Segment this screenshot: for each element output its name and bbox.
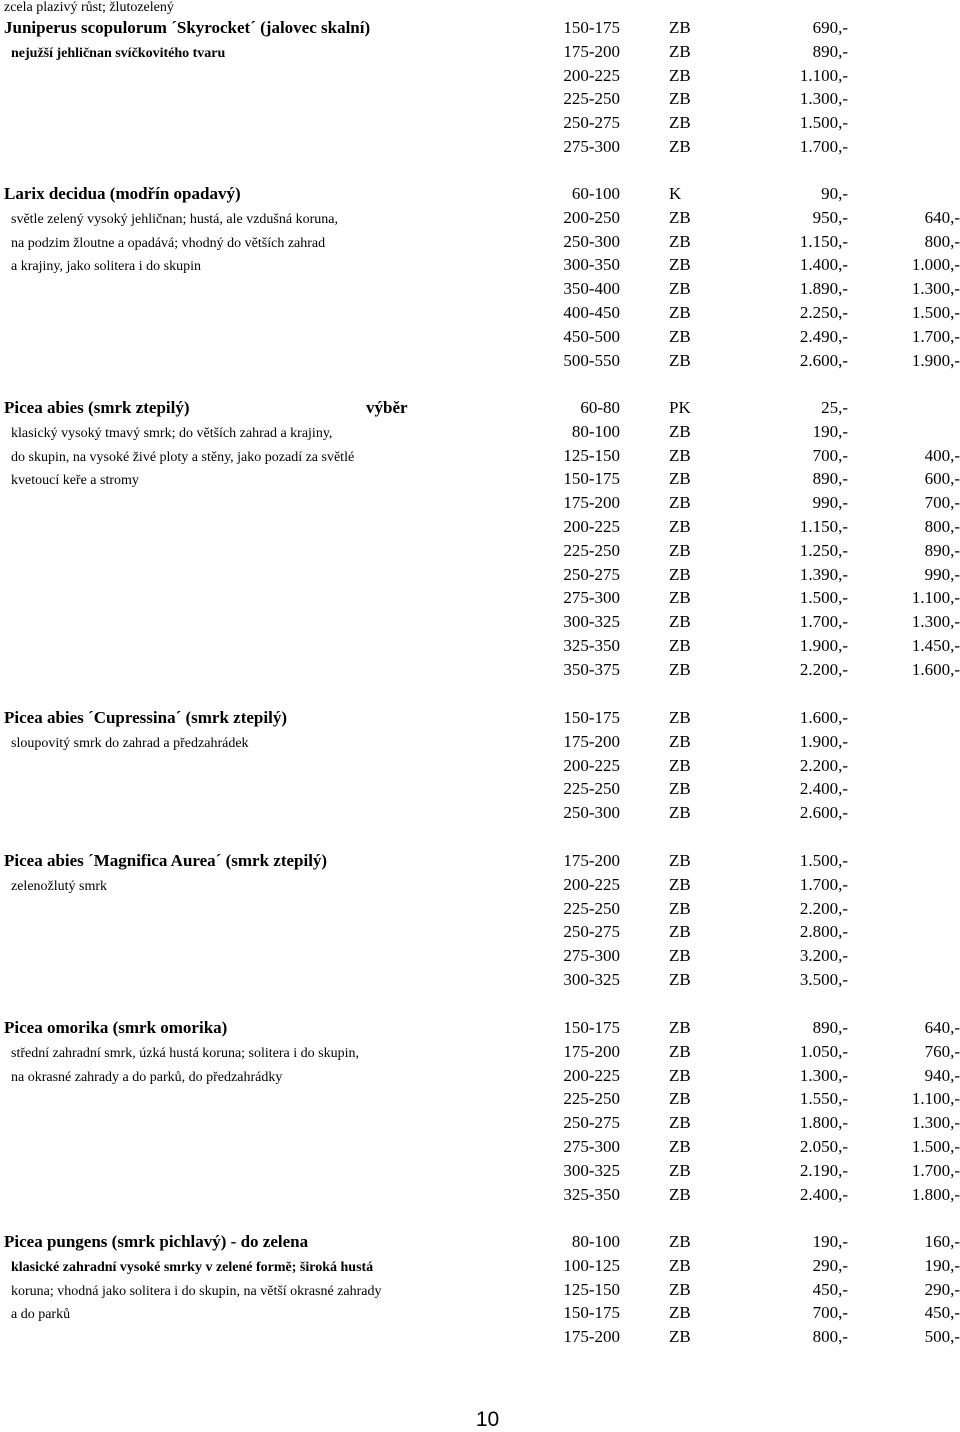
- continued-description: zcela plazivý růst; žlutozelený: [4, 0, 174, 15]
- price-1: 2.200,-: [799, 659, 848, 679]
- plant-title: Picea pungens (smrk pichlavý) - do zelena: [4, 1232, 309, 1251]
- price-1: 1.050,-: [799, 1041, 848, 1061]
- container-type: ZB: [669, 1113, 691, 1133]
- price-2: 1.700,-: [911, 326, 960, 346]
- container-type: ZB: [669, 659, 691, 679]
- price-row: [0, 40, 960, 64]
- size-range: 275-300: [563, 588, 620, 608]
- price-row: [0, 1301, 960, 1325]
- container-type: ZB: [669, 803, 691, 823]
- container-type: ZB: [669, 1279, 691, 1299]
- plant-description: na okrasné zahrady a do parků, do předzahrádky: [11, 1069, 283, 1085]
- price-row: [0, 230, 960, 254]
- price-row: [0, 849, 960, 873]
- price-row: [0, 182, 960, 206]
- plant-title: Picea abies ´Magnifica Aurea´ (smrk ztepilý): [4, 851, 328, 870]
- plant-description: kvetoucí keře a stromy: [11, 473, 139, 489]
- price-row: [0, 1278, 960, 1302]
- container-type: ZB: [669, 207, 691, 227]
- size-range: 200-225: [563, 755, 620, 775]
- size-range: 400-450: [563, 303, 620, 322]
- price-row: [0, 944, 960, 968]
- plant-description: koruna; vhodná jako solitera i do skupin, na větší okrasné zahrady: [11, 1283, 382, 1299]
- container-type: ZB: [669, 874, 691, 894]
- container-type: ZB: [669, 779, 691, 799]
- price-2: 640,-: [924, 207, 960, 227]
- price-2: 760,-: [924, 1041, 960, 1061]
- price-1: 290,-: [812, 1255, 848, 1275]
- size-range: 80-100: [571, 1232, 620, 1251]
- container-type: K: [669, 184, 682, 203]
- price-2: 1.700,-: [911, 1160, 960, 1180]
- price-1: 1.890,-: [799, 279, 848, 299]
- price-1: 1.500,-: [799, 851, 848, 870]
- price-2: 1.300,-: [911, 612, 960, 632]
- plant-description: klasický vysoký tmavý smrk; do větších zahrad a krajiny,: [11, 425, 333, 441]
- plant-section: [0, 16, 960, 159]
- price-1: 700,-: [812, 445, 848, 465]
- size-range: 175-200: [563, 851, 620, 870]
- price-2: 1.800,-: [911, 1184, 960, 1204]
- price-1: 950,-: [812, 207, 848, 227]
- container-type: ZB: [669, 1089, 691, 1109]
- container-type: ZB: [669, 279, 691, 299]
- page-number: 10: [475, 1408, 500, 1431]
- price-1: 1.300,-: [799, 89, 848, 109]
- price-1: 190,-: [812, 421, 848, 441]
- price-1: 2.400,-: [799, 1184, 848, 1204]
- price-row: [0, 349, 960, 373]
- price-1: 1.150,-: [799, 517, 848, 536]
- price-1: 800,-: [812, 1327, 848, 1347]
- price-row: [0, 730, 960, 754]
- price-1: 2.600,-: [799, 350, 848, 370]
- size-range: 225-250: [563, 89, 620, 109]
- price-1: 3.200,-: [799, 946, 848, 966]
- size-range: 300-350: [563, 255, 620, 275]
- price-1: 1.500,-: [799, 113, 848, 133]
- container-type: ZB: [669, 922, 691, 942]
- price-row: [0, 873, 960, 897]
- price-1: 2.200,-: [799, 755, 848, 775]
- plant-section: [0, 182, 960, 372]
- container-type: ZB: [669, 18, 691, 37]
- price-row: [0, 920, 960, 944]
- size-range: 325-350: [563, 1184, 620, 1204]
- price-row: [0, 586, 960, 610]
- price-1: 3.500,-: [799, 970, 848, 989]
- price-row: [0, 706, 960, 730]
- plant-section: [0, 1230, 960, 1349]
- price-1: 2.800,-: [799, 922, 848, 942]
- container-type: ZB: [669, 755, 691, 775]
- price-1: 1.500,-: [799, 588, 848, 608]
- size-range: 250-275: [563, 564, 620, 584]
- size-range: 175-200: [563, 1041, 620, 1061]
- price-1: 690,-: [812, 18, 848, 37]
- price-row: [0, 301, 960, 325]
- size-range: 250-275: [563, 113, 620, 133]
- price-2: 600,-: [924, 469, 960, 489]
- price-1: 1.900,-: [799, 731, 848, 751]
- plant-section: [0, 396, 960, 682]
- container-type: ZB: [669, 350, 691, 370]
- size-range: 250-300: [563, 803, 620, 823]
- price-1: 1.600,-: [799, 708, 848, 727]
- container-type: ZB: [669, 231, 691, 251]
- size-range: 125-150: [563, 445, 620, 465]
- price-row: [0, 658, 960, 682]
- size-range: 150-175: [563, 1303, 620, 1323]
- price-row: [0, 16, 960, 40]
- plant-description: zelenožlutý smrk: [11, 878, 108, 894]
- price-2: 1.100,-: [911, 588, 960, 608]
- price-row: [0, 515, 960, 539]
- price-1: 2.050,-: [799, 1137, 848, 1156]
- size-range: 450-500: [563, 326, 620, 346]
- price-1: 1.150,-: [799, 231, 848, 251]
- price-2: 800,-: [924, 231, 960, 251]
- price-1: 1.250,-: [799, 540, 848, 560]
- size-range: 225-250: [563, 540, 620, 560]
- price-1: 2.600,-: [799, 803, 848, 823]
- plant-description: nejužší jehličnan svíčkovitého tvaru: [11, 45, 226, 61]
- price-2: 990,-: [924, 564, 960, 584]
- size-range: 350-375: [563, 659, 620, 679]
- price-1: 2.250,-: [799, 303, 848, 322]
- price-row: [0, 1254, 960, 1278]
- container-type: ZB: [669, 41, 691, 61]
- container-type: ZB: [669, 493, 691, 513]
- plant-section: [0, 1016, 960, 1206]
- container-type: ZB: [669, 1232, 691, 1251]
- price-1: 90,-: [821, 184, 848, 203]
- price-2: 1.500,-: [911, 303, 960, 322]
- size-range: 250-300: [563, 231, 620, 251]
- size-range: 60-100: [571, 184, 620, 203]
- price-2: 1.100,-: [911, 1089, 960, 1109]
- price-1: 190,-: [812, 1232, 848, 1251]
- price-1: 890,-: [812, 469, 848, 489]
- size-range: 350-400: [563, 279, 620, 299]
- price-1: 2.400,-: [799, 779, 848, 799]
- container-type: ZB: [669, 1327, 691, 1347]
- price-1: 1.700,-: [799, 137, 848, 156]
- size-range: 175-200: [563, 731, 620, 751]
- container-type: ZB: [669, 1184, 691, 1204]
- price-row: [0, 634, 960, 658]
- price-2: 290,-: [924, 1279, 960, 1299]
- size-range: 80-100: [571, 421, 620, 441]
- price-2: 400,-: [924, 445, 960, 465]
- container-type: ZB: [669, 65, 691, 85]
- plant-section: [0, 706, 960, 825]
- container-type: ZB: [669, 421, 691, 441]
- size-range: 500-550: [563, 350, 620, 370]
- price-1: 990,-: [812, 493, 848, 513]
- plant-description: do skupin, na vysoké živé ploty a stěny, jako pozadí za světlé: [11, 449, 355, 465]
- container-type: ZB: [669, 1303, 691, 1323]
- price-1: 890,-: [812, 41, 848, 61]
- container-type: ZB: [669, 1018, 691, 1037]
- price-row: [0, 277, 960, 301]
- price-row: [0, 1135, 960, 1159]
- plant-title: Picea abies ´Cupressina´ (smrk ztepilý): [4, 708, 287, 727]
- price-row: [0, 396, 960, 420]
- container-type: ZB: [669, 1065, 691, 1085]
- container-type: ZB: [669, 137, 691, 156]
- price-2: 700,-: [924, 493, 960, 513]
- price-row: [0, 253, 960, 277]
- plant-title: Larix decidua (modřín opadavý): [4, 184, 241, 203]
- price-1: 1.550,-: [799, 1089, 848, 1109]
- container-type: ZB: [669, 1041, 691, 1061]
- price-1: 1.400,-: [799, 255, 848, 275]
- size-range: 150-175: [563, 1018, 620, 1037]
- price-row: [0, 539, 960, 563]
- size-range: 150-175: [563, 469, 620, 489]
- container-type: ZB: [669, 540, 691, 560]
- price-2: 1.500,-: [911, 1137, 960, 1156]
- price-row: [0, 87, 960, 111]
- container-type: ZB: [669, 564, 691, 584]
- price-row: [0, 968, 960, 992]
- price-row: [0, 1183, 960, 1207]
- plant-description: světle zelený vysoký jehličnan; hustá, ale vzdušná koruna,: [11, 211, 338, 227]
- price-row: [0, 563, 960, 587]
- container-type: ZB: [669, 588, 691, 608]
- container-type: ZB: [669, 517, 691, 536]
- price-row: [0, 491, 960, 515]
- container-type: ZB: [669, 851, 691, 870]
- size-range: 200-225: [563, 517, 620, 536]
- price-row: [0, 206, 960, 230]
- size-range: 150-175: [563, 18, 620, 37]
- container-type: PK: [669, 398, 691, 417]
- container-type: ZB: [669, 898, 691, 918]
- price-row: [0, 1325, 960, 1349]
- plant-title: Juniperus scopulorum ´Skyrocket´ (jalovec skalní): [4, 18, 371, 37]
- price-2: 450,-: [924, 1303, 960, 1323]
- price-1: 700,-: [812, 1303, 848, 1323]
- plant-description: a do parků: [11, 1307, 71, 1323]
- plant-section: [0, 849, 960, 992]
- plant-title: Picea omorika (smrk omorika): [4, 1018, 228, 1037]
- price-1: 890,-: [812, 1018, 848, 1037]
- price-row: [0, 610, 960, 634]
- container-type: ZB: [669, 946, 691, 966]
- container-type: ZB: [669, 113, 691, 133]
- plant-title: Picea abies (smrk ztepilý): [4, 398, 190, 417]
- price-2: 1.300,-: [911, 279, 960, 299]
- container-type: ZB: [669, 612, 691, 632]
- size-range: 225-250: [563, 898, 620, 918]
- container-type: ZB: [669, 708, 691, 727]
- price-row: [0, 801, 960, 825]
- price-row: [0, 325, 960, 349]
- container-type: ZB: [669, 255, 691, 275]
- container-type: ZB: [669, 1255, 691, 1275]
- container-type: ZB: [669, 303, 691, 322]
- price-2: 1.900,-: [911, 350, 960, 370]
- size-range: 275-300: [563, 946, 620, 966]
- price-2: 890,-: [924, 540, 960, 560]
- price-row: [0, 1040, 960, 1064]
- price-row: [0, 111, 960, 135]
- size-range: 125-150: [563, 1279, 620, 1299]
- plant-description: na podzim žloutne a opadává; vhodný do větších zahrad: [11, 235, 326, 251]
- size-range: 225-250: [563, 1089, 620, 1109]
- container-type: ZB: [669, 89, 691, 109]
- price-2: 1.000,-: [911, 255, 960, 275]
- container-type: ZB: [669, 731, 691, 751]
- price-2: 640,-: [924, 1018, 960, 1037]
- price-1: 1.390,-: [799, 564, 848, 584]
- price-row: [0, 1016, 960, 1040]
- price-1: 1.300,-: [799, 1065, 848, 1085]
- price-row: [0, 777, 960, 801]
- plant-description: a krajiny, jako solitera i do skupin: [11, 259, 201, 275]
- size-range: 250-275: [563, 1113, 620, 1133]
- price-row: [0, 420, 960, 444]
- plant-description: střední zahradní smrk, úzká hustá koruna; solitera i do skupin,: [11, 1045, 359, 1061]
- price-2: 1.600,-: [911, 659, 960, 679]
- container-type: ZB: [669, 445, 691, 465]
- price-row: [0, 1087, 960, 1111]
- price-2: 500,-: [924, 1327, 960, 1347]
- price-2: 190,-: [924, 1255, 960, 1275]
- size-range: 100-125: [563, 1255, 620, 1275]
- price-1: 1.100,-: [799, 65, 848, 85]
- price-1: 2.490,-: [799, 326, 848, 346]
- size-range: 275-300: [563, 1137, 620, 1156]
- price-1: 450,-: [812, 1279, 848, 1299]
- price-row: [0, 754, 960, 778]
- size-range: 300-325: [563, 970, 620, 989]
- price-row: [0, 1230, 960, 1254]
- size-range: 225-250: [563, 779, 620, 799]
- price-2: 800,-: [924, 517, 960, 536]
- price-row: [0, 897, 960, 921]
- price-1: 1.800,-: [799, 1113, 848, 1133]
- size-range: 300-325: [563, 612, 620, 632]
- price-1: 1.700,-: [799, 874, 848, 894]
- price-1: 1.900,-: [799, 636, 848, 655]
- size-range: 325-350: [563, 636, 620, 655]
- price-row: [0, 1064, 960, 1088]
- price-1: 25,-: [821, 398, 848, 417]
- price-1: 2.190,-: [799, 1160, 848, 1180]
- price-1: 1.700,-: [799, 612, 848, 632]
- size-range: 200-225: [563, 1065, 620, 1085]
- price-1: 2.200,-: [799, 898, 848, 918]
- price-row: [0, 64, 960, 88]
- plant-description: klasické zahradní vysoké smrky v zelené formě; široká hustá: [11, 1259, 374, 1275]
- price-2: 1.300,-: [911, 1113, 960, 1133]
- container-type: ZB: [669, 970, 691, 989]
- container-type: ZB: [669, 326, 691, 346]
- size-range: 175-200: [563, 1327, 620, 1347]
- price-row: [0, 1159, 960, 1183]
- price-2: 160,-: [924, 1232, 960, 1251]
- size-range: 175-200: [563, 493, 620, 513]
- price-2: 1.450,-: [911, 636, 960, 655]
- size-range: 175-200: [563, 41, 620, 61]
- size-range: 300-325: [563, 1160, 620, 1180]
- price-2: 940,-: [924, 1065, 960, 1085]
- size-range: 200-250: [563, 207, 620, 227]
- size-range: 150-175: [563, 708, 620, 727]
- container-type: ZB: [669, 1137, 691, 1156]
- selection-flag: výběr: [366, 398, 408, 417]
- container-type: ZB: [669, 1160, 691, 1180]
- size-range: 200-225: [563, 874, 620, 894]
- size-range: 60-80: [580, 398, 620, 417]
- size-range: 200-225: [563, 65, 620, 85]
- price-row: [0, 135, 960, 159]
- container-type: ZB: [669, 469, 691, 489]
- price-row: [0, 1111, 960, 1135]
- container-type: ZB: [669, 636, 691, 655]
- plant-description: sloupovitý smrk do zahrad a předzahrádek: [11, 735, 249, 751]
- size-range: 275-300: [563, 137, 620, 156]
- price-row: [0, 444, 960, 468]
- price-row: [0, 467, 960, 491]
- size-range: 250-275: [563, 922, 620, 942]
